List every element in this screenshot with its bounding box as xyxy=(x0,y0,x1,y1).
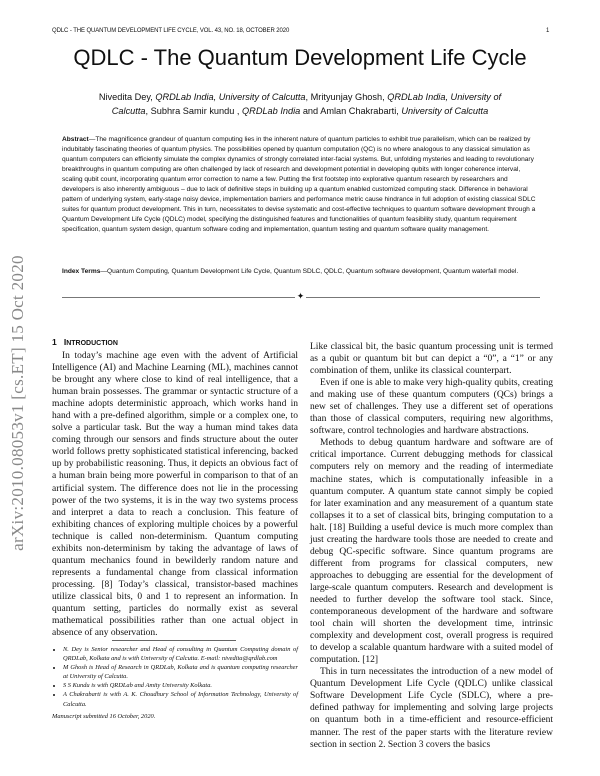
author-name: and Amlan Chakrabarti, xyxy=(300,106,402,116)
footnote: • S S Kundu is with QRDLab and Amity University Kolkata. xyxy=(63,681,298,690)
footnote: • A Chakrabarti is with A. K. Choudhury School of Information Technology, University of Calcutta. xyxy=(63,690,298,708)
left-column xyxy=(52,350,298,639)
right-column xyxy=(310,341,553,751)
author-name: , Mrityunjay Ghosh, xyxy=(305,92,388,102)
index-terms-text: —Quantum Computing, Quantum Development Life Cycle, Quantum SDLC, QDLC, Quantum software development, Quantum waterfall model. xyxy=(100,268,519,275)
author-name: , Subhra Samir kundu , xyxy=(145,106,243,116)
footnote: • M Ghosh is Head of Research in QRDLab, Kolkata and is quantum computing researcher at University of Calcutta. xyxy=(63,663,298,681)
index-terms-label: Index Terms xyxy=(62,268,101,275)
paper-title: QDLC - The Quantum Development Life Cycle xyxy=(73,45,527,70)
manuscript-note: Manuscript submitted 16 October, 2020. xyxy=(52,712,156,720)
author-affiliation: QRDLab India xyxy=(242,106,301,116)
abstract-label: Abstract xyxy=(62,136,89,143)
page-number: 1 xyxy=(546,28,550,34)
running-head: QDLC - THE QUANTUM DEVELOPMENT LIFE CYCLE, VOL. 43, NO. 18, OCTOBER 2020 xyxy=(52,28,290,34)
section-title-initial: I xyxy=(63,337,67,347)
section-number: 1 xyxy=(52,337,57,347)
author-affiliation: QRDLab India, University of Calcutta xyxy=(155,92,306,102)
footnote: • N. Dey is Senior researcher and Head of consulting in Quantum Computing domain of QRDLab, Kolkata and is with University of Calcutta. E-mail: nivedita@qrdlab.com xyxy=(63,645,298,663)
abstract xyxy=(62,135,540,235)
author-affiliation: University of Calcutta xyxy=(401,106,489,116)
divider-diamond-icon: ✦ xyxy=(296,292,305,302)
arxiv-stamp: arXiv:2010.08053v1 [cs.ET] 15 Oct 2020 xyxy=(8,255,27,551)
author-affiliation: QRDLab India, University of Calcutta xyxy=(111,92,502,116)
section-title-rest: NTRODUCTION xyxy=(66,340,118,347)
paragraph: In today’s machine age even with the advent of Artificial Intelligence (AI) and Machine Learning (ML), machines cannot be brought any where close to kind of real intelligence, that a human brain possesses. The grammar or syntactic structure of a machine adopts deterministic approach, which works hand in hand with a pre-defined algorithm, simple or a complex one, to solve a particular task. But the way a human mind takes data coming through our sensors and finds structure about the outer world follows pretty sophisticated statistical inferencing, backed up by probabilistic reasoning. Thus, it depicts an obvious fact of a human brain being more powerful in comparison to that of an artificial system. The difference does not lie in the processing power of the two systems, it is in the way two systems process and interpret a data to reach a conclusion. This feature of exhibiting chances of exploring multiple choices by a powerful technique is called non-determinism. Quantum computing exhibits non-determinism by taking the advantage of laws of quantum mechanics found in bewilderly random nature and represents a fundamental change from classical information processing. [8] Today’s classical, transistor-based machines utilize classical bits, 0 and 1 to represent an information. In quantum setting, particles do normally exist as several mathematical possibilities rather than one actual object in absence of any observation. xyxy=(52,351,298,639)
paragraph: Like classical bit, the basic quantum processing unit is termed as a qubit or quantum bit but can depict a “0”, a “1” or any combination of them, unlike its classical counterpart. xyxy=(310,342,553,377)
footnote-rule xyxy=(112,640,236,641)
paragraph: Even if one is able to make very high-quality qubits, creating and making use of these quantum computers (QCs) brings a new set of challenges. They use a different set of operations than those of classical computers, requiring new algorithms, software, control technologies and hardware abstractions. xyxy=(310,378,553,437)
paragraph: This in turn necessitates the introduction of a new model of Quantum Development Life Cycle (QDLC) unlike classical Software Development Life Cycle (SDLC), where a pre-defined pathway for implementing and solving large projects on quantum both in a time-efficient and resource-efficient manner. The rest of the paper starts with the literature review section in section 2. Section 3 covers the basics xyxy=(310,667,553,750)
paragraph: Methods to debug quantum hardware and software are of critical importance. Current debugging methods for classical computers rely on memory and the reading of intermediate machine states, which is computationally infeasible in a quantum computer. A quantum state cannot simply be copied for later examination and any measurement of a quantum state collapses it to a set of classical bits, bringing computation to a halt. [18] Building a useful device is much more complex than just creating the hardware tools those are needed to create and debug QC-specific software. Since quantum programs are different from programs for classical computers, new approaches to debugging are essential for the development of large-scale quantum computers. Research and development is needed to further develop the software tool stack. Since, contemporaneous development of the hardware and software tool chain will shorten the development time, intrinsic complexity and development cost, overall progress is required to develop a scalable quantum hardware with a suited model of computation. [12] xyxy=(310,438,553,666)
abstract-text: —The magnificence grandeur of quantum computing lies in the inherent nature of quantum particles to exhibit true parallelism, which can be realized by indubitably fascinating theories of quantum physics. The possibilities opened by quantum computation (QC) is no where analogous to any classical simulation as quantum computers can efficiently simulate the complex dynamics of strongly correlated inter-facial systems. But, unfolding mysteries and leading to revolutionary breakthroughs in quantum computing are often challenged by lack of research and development potential in developing qubits with longer coherence interval, scaling qubit count, incorporating quantum error correction to name a few. Putting the first footstep into explorative quantum research by researchers and developers is also inherently ambiguous – due to lack of definitive steps in building up a quantum enabled customized computing stack. Difference in behavioral pattern of underlying system, early-stage noisy device, implementation barriers and performance metric cause hindrance in full adoption of existing classical SDLC suites for quantum product development. This in turn, necessitates to devise systematic and cost-effective techniques to quantum software development through a Quantum Development Life Cycle (QDLC) model, specifying the distinguished features and functionalities of quantum feasibility study, quantum requirement specification, quantum system design, quantum software coding and implementation, quantum testing and quantum software quality management. xyxy=(62,136,536,234)
author-list xyxy=(80,90,520,118)
index-terms xyxy=(62,267,540,277)
section-heading xyxy=(52,337,118,347)
author-name: Nivedita Dey, xyxy=(98,92,156,102)
footnotes xyxy=(52,645,298,721)
